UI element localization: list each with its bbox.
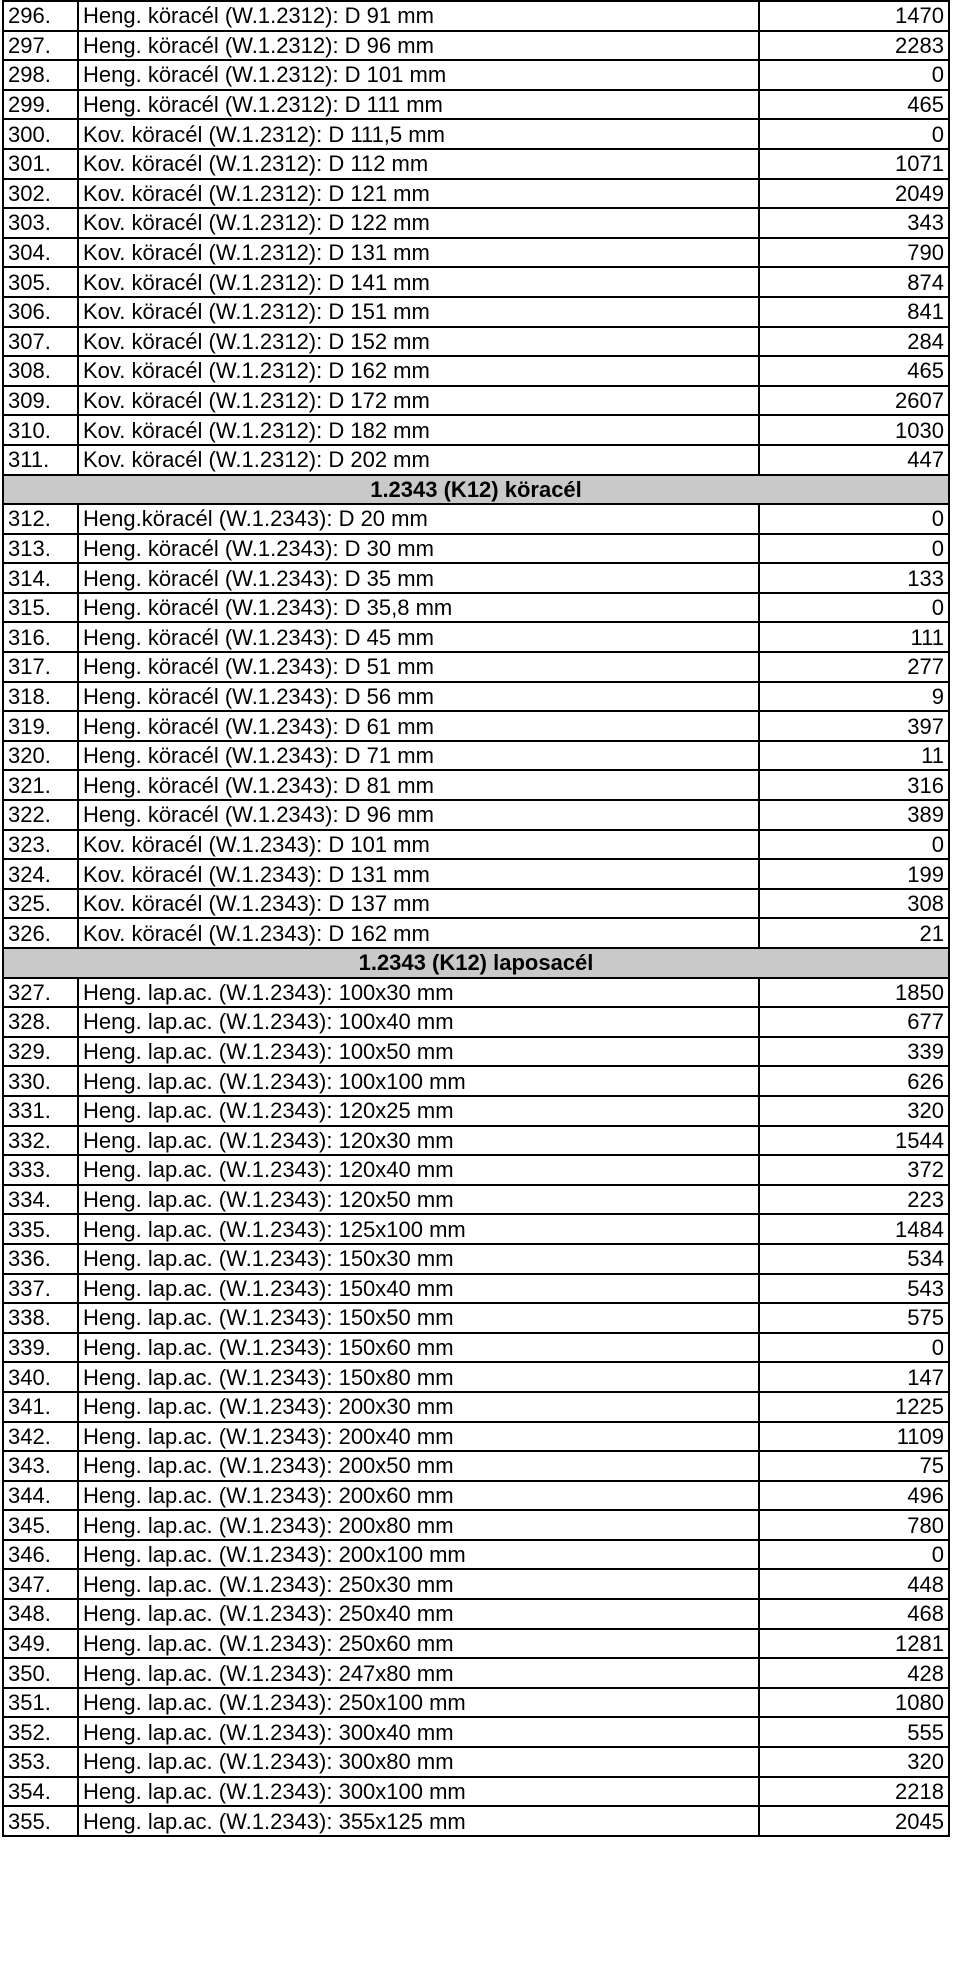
item-description: Heng. köracél (W.1.2343): D 30 mm [78,534,759,564]
item-quantity: 1225 [759,1392,949,1422]
item-quantity: 1109 [759,1422,949,1452]
section-title: 1.2343 (K12) köracél [3,475,949,505]
table-row [3,149,949,179]
table-row [3,1599,949,1629]
item-description: Heng. lap.ac. (W.1.2343): 300x100 mm [78,1777,759,1807]
item-quantity: 1071 [759,149,949,179]
item-description: Heng. lap.ac. (W.1.2343): 120x25 mm [78,1096,759,1126]
item-quantity: 448 [759,1569,949,1599]
row-number: 342. [3,1422,78,1452]
table-row [3,238,949,268]
row-number: 323. [3,830,78,860]
row-number: 306. [3,297,78,327]
item-description: Heng. lap.ac. (W.1.2343): 250x40 mm [78,1599,759,1629]
item-quantity: 277 [759,652,949,682]
item-quantity: 0 [759,534,949,564]
item-description: Heng. lap.ac. (W.1.2343): 250x30 mm [78,1569,759,1599]
item-quantity: 339 [759,1037,949,1067]
item-quantity: 75 [759,1451,949,1481]
table-row [3,31,949,61]
row-number: 324. [3,859,78,889]
item-description: Heng. lap.ac. (W.1.2343): 150x60 mm [78,1333,759,1363]
item-description: Heng. lap.ac. (W.1.2343): 200x50 mm [78,1451,759,1481]
item-quantity: 9 [759,682,949,712]
table-row [3,593,949,623]
row-number: 320. [3,741,78,771]
item-description: Heng. köracél (W.1.2343): D 56 mm [78,682,759,712]
table-row [3,1037,949,1067]
item-quantity: 199 [759,859,949,889]
row-number: 354. [3,1777,78,1807]
item-quantity: 320 [759,1747,949,1777]
row-number: 310. [3,415,78,445]
table-row [3,978,949,1008]
item-description: Heng. lap.ac. (W.1.2343): 120x50 mm [78,1185,759,1215]
item-description: Heng. lap.ac. (W.1.2343): 100x40 mm [78,1007,759,1037]
table-row [3,1096,949,1126]
row-number: 300. [3,119,78,149]
item-description: Heng. lap.ac. (W.1.2343): 100x30 mm [78,978,759,1008]
row-number: 334. [3,1185,78,1215]
item-quantity: 1850 [759,978,949,1008]
table-row [3,1451,949,1481]
item-description: Kov. köracél (W.1.2343): D 162 mm [78,918,759,948]
table-row [3,504,949,534]
item-description: Kov. köracél (W.1.2312): D 151 mm [78,297,759,327]
table-row [3,652,949,682]
row-number: 313. [3,534,78,564]
item-quantity: 308 [759,889,949,919]
row-number: 316. [3,622,78,652]
item-quantity: 790 [759,238,949,268]
item-quantity: 0 [759,1333,949,1363]
table-row [3,1688,949,1718]
table-row [3,859,949,889]
table-row [3,1007,949,1037]
item-quantity: 447 [759,445,949,475]
table-row [3,800,949,830]
item-description: Heng. köracél (W.1.2312): D 111 mm [78,90,759,120]
row-number: 333. [3,1155,78,1185]
item-description: Kov. köracél (W.1.2343): D 131 mm [78,859,759,889]
item-description: Kov. köracél (W.1.2312): D 162 mm [78,356,759,386]
item-description: Heng. lap.ac. (W.1.2343): 120x30 mm [78,1126,759,1156]
item-quantity: 1030 [759,415,949,445]
row-number: 332. [3,1126,78,1156]
item-quantity: 428 [759,1658,949,1688]
table-row [3,1362,949,1392]
item-quantity: 0 [759,593,949,623]
item-description: Heng. lap.ac. (W.1.2343): 150x30 mm [78,1244,759,1274]
table-row [3,1214,949,1244]
table-row [3,1481,949,1511]
item-description: Heng. lap.ac. (W.1.2343): 355x125 mm [78,1806,759,1836]
row-number: 340. [3,1362,78,1392]
row-number: 318. [3,682,78,712]
row-number: 329. [3,1037,78,1067]
item-description: Heng. lap.ac. (W.1.2343): 200x40 mm [78,1422,759,1452]
item-quantity: 316 [759,770,949,800]
item-description: Heng. köracél (W.1.2312): D 101 mm [78,60,759,90]
row-number: 335. [3,1214,78,1244]
item-quantity: 2045 [759,1806,949,1836]
row-number: 336. [3,1244,78,1274]
item-quantity: 468 [759,1599,949,1629]
item-description: Heng. lap.ac. (W.1.2343): 150x50 mm [78,1303,759,1333]
item-description: Kov. köracél (W.1.2312): D 121 mm [78,179,759,209]
table-row [3,1717,949,1747]
item-description: Kov. köracél (W.1.2312): D 202 mm [78,445,759,475]
item-quantity: 534 [759,1244,949,1274]
table-row [3,1629,949,1659]
table-row [3,445,949,475]
item-quantity: 372 [759,1155,949,1185]
item-description: Heng. lap.ac. (W.1.2343): 247x80 mm [78,1658,759,1688]
item-quantity: 2049 [759,179,949,209]
row-number: 308. [3,356,78,386]
row-number: 346. [3,1540,78,1570]
row-number: 317. [3,652,78,682]
item-quantity: 2607 [759,386,949,416]
item-quantity: 496 [759,1481,949,1511]
section-header-row [3,948,949,978]
stock-list-sheet [2,0,950,1837]
item-description: Heng. lap.ac. (W.1.2343): 150x40 mm [78,1274,759,1304]
row-number: 312. [3,504,78,534]
item-quantity: 343 [759,208,949,238]
item-description: Heng. köracél (W.1.2343): D 35 mm [78,563,759,593]
row-number: 338. [3,1303,78,1333]
item-description: Heng. köracél (W.1.2343): D 45 mm [78,622,759,652]
item-quantity: 575 [759,1303,949,1333]
table-row [3,1244,949,1274]
row-number: 307. [3,327,78,357]
item-description: Heng. lap.ac. (W.1.2343): 150x80 mm [78,1362,759,1392]
item-description: Kov. köracél (W.1.2312): D 131 mm [78,238,759,268]
table-row [3,60,949,90]
item-quantity: 397 [759,711,949,741]
row-number: 355. [3,1806,78,1836]
item-quantity: 465 [759,90,949,120]
table-row [3,889,949,919]
item-description: Heng. lap.ac. (W.1.2343): 300x80 mm [78,1747,759,1777]
item-quantity: 677 [759,1007,949,1037]
row-number: 302. [3,179,78,209]
item-description: Heng. lap.ac. (W.1.2343): 200x80 mm [78,1510,759,1540]
table-row [3,1066,949,1096]
row-number: 345. [3,1510,78,1540]
item-description: Heng. köracél (W.1.2312): D 91 mm [78,1,759,31]
item-description: Heng. lap.ac. (W.1.2343): 200x30 mm [78,1392,759,1422]
table-row [3,1126,949,1156]
item-description: Heng. köracél (W.1.2343): D 35,8 mm [78,593,759,623]
table-row [3,1155,949,1185]
item-quantity: 1544 [759,1126,949,1156]
item-description: Heng. köracél (W.1.2343): D 51 mm [78,652,759,682]
item-description: Kov. köracél (W.1.2312): D 182 mm [78,415,759,445]
row-number: 326. [3,918,78,948]
table-row [3,711,949,741]
table-row [3,622,949,652]
row-number: 314. [3,563,78,593]
item-quantity: 11 [759,741,949,771]
table-row [3,1747,949,1777]
item-quantity: 320 [759,1096,949,1126]
item-description: Heng. lap.ac. (W.1.2343): 300x40 mm [78,1717,759,1747]
row-number: 327. [3,978,78,1008]
row-number: 319. [3,711,78,741]
table-row [3,1303,949,1333]
item-quantity: 284 [759,327,949,357]
row-number: 321. [3,770,78,800]
section-header-row [3,475,949,505]
item-quantity: 0 [759,60,949,90]
row-number: 349. [3,1629,78,1659]
item-quantity: 465 [759,356,949,386]
item-quantity: 1484 [759,1214,949,1244]
row-number: 350. [3,1658,78,1688]
table-row [3,415,949,445]
item-quantity: 841 [759,297,949,327]
table-row [3,563,949,593]
row-number: 311. [3,445,78,475]
table-row [3,179,949,209]
table-row [3,1540,949,1570]
item-description: Kov. köracél (W.1.2312): D 141 mm [78,267,759,297]
table-row [3,1185,949,1215]
row-number: 315. [3,593,78,623]
table-row [3,1,949,31]
table-row [3,208,949,238]
item-description: Heng.köracél (W.1.2343): D 20 mm [78,504,759,534]
row-number: 348. [3,1599,78,1629]
item-description: Kov. köracél (W.1.2312): D 122 mm [78,208,759,238]
table-row [3,1569,949,1599]
table-row [3,1422,949,1452]
item-quantity: 1281 [759,1629,949,1659]
item-description: Heng. lap.ac. (W.1.2343): 200x100 mm [78,1540,759,1570]
item-quantity: 133 [759,563,949,593]
item-description: Heng. lap.ac. (W.1.2343): 100x100 mm [78,1066,759,1096]
section-title: 1.2343 (K12) laposacél [3,948,949,978]
row-number: 328. [3,1007,78,1037]
row-number: 330. [3,1066,78,1096]
table-row [3,90,949,120]
item-description: Kov. köracél (W.1.2312): D 172 mm [78,386,759,416]
table-row [3,356,949,386]
table-row [3,682,949,712]
table-row [3,830,949,860]
row-number: 339. [3,1333,78,1363]
row-number: 352. [3,1717,78,1747]
item-description: Heng. köracél (W.1.2343): D 96 mm [78,800,759,830]
item-quantity: 780 [759,1510,949,1540]
item-quantity: 21 [759,918,949,948]
row-number: 296. [3,1,78,31]
table-row [3,1777,949,1807]
item-quantity: 0 [759,119,949,149]
row-number: 353. [3,1747,78,1777]
table-row [3,1806,949,1836]
row-number: 325. [3,889,78,919]
row-number: 343. [3,1451,78,1481]
item-description: Kov. köracél (W.1.2312): D 111,5 mm [78,119,759,149]
item-description: Heng. lap.ac. (W.1.2343): 125x100 mm [78,1214,759,1244]
table-row [3,534,949,564]
item-description: Heng. köracél (W.1.2343): D 71 mm [78,741,759,771]
item-quantity: 1080 [759,1688,949,1718]
table-row [3,119,949,149]
row-number: 344. [3,1481,78,1511]
row-number: 341. [3,1392,78,1422]
table-row [3,1274,949,1304]
item-quantity: 2218 [759,1777,949,1807]
item-quantity: 0 [759,504,949,534]
item-quantity: 389 [759,800,949,830]
table-row [3,1333,949,1363]
item-description: Kov. köracél (W.1.2312): D 152 mm [78,327,759,357]
item-description: Heng. köracél (W.1.2343): D 61 mm [78,711,759,741]
item-quantity: 0 [759,830,949,860]
item-description: Kov. köracél (W.1.2343): D 137 mm [78,889,759,919]
item-description: Heng. lap.ac. (W.1.2343): 200x60 mm [78,1481,759,1511]
item-quantity: 111 [759,622,949,652]
row-number: 309. [3,386,78,416]
item-quantity: 0 [759,1540,949,1570]
item-quantity: 874 [759,267,949,297]
item-quantity: 147 [759,1362,949,1392]
item-quantity: 2283 [759,31,949,61]
item-description: Heng. köracél (W.1.2343): D 81 mm [78,770,759,800]
row-number: 322. [3,800,78,830]
table-row [3,1658,949,1688]
row-number: 305. [3,267,78,297]
item-quantity: 626 [759,1066,949,1096]
item-quantity: 223 [759,1185,949,1215]
table-row [3,297,949,327]
stock-table-body [3,1,949,1836]
table-row [3,770,949,800]
item-quantity: 1470 [759,1,949,31]
row-number: 301. [3,149,78,179]
item-quantity: 555 [759,1717,949,1747]
row-number: 351. [3,1688,78,1718]
row-number: 297. [3,31,78,61]
item-quantity: 543 [759,1274,949,1304]
table-row [3,741,949,771]
table-row [3,1392,949,1422]
table-row [3,1510,949,1540]
row-number: 298. [3,60,78,90]
row-number: 347. [3,1569,78,1599]
row-number: 337. [3,1274,78,1304]
item-description: Heng. lap.ac. (W.1.2343): 250x100 mm [78,1688,759,1718]
table-row [3,918,949,948]
row-number: 299. [3,90,78,120]
row-number: 331. [3,1096,78,1126]
item-description: Heng. lap.ac. (W.1.2343): 250x60 mm [78,1629,759,1659]
item-description: Kov. köracél (W.1.2343): D 101 mm [78,830,759,860]
item-description: Heng. köracél (W.1.2312): D 96 mm [78,31,759,61]
table-row [3,327,949,357]
item-description: Heng. lap.ac. (W.1.2343): 100x50 mm [78,1037,759,1067]
table-row [3,386,949,416]
row-number: 304. [3,238,78,268]
row-number: 303. [3,208,78,238]
stock-table [2,0,950,1837]
item-description: Heng. lap.ac. (W.1.2343): 120x40 mm [78,1155,759,1185]
item-description: Kov. köracél (W.1.2312): D 112 mm [78,149,759,179]
table-row [3,267,949,297]
